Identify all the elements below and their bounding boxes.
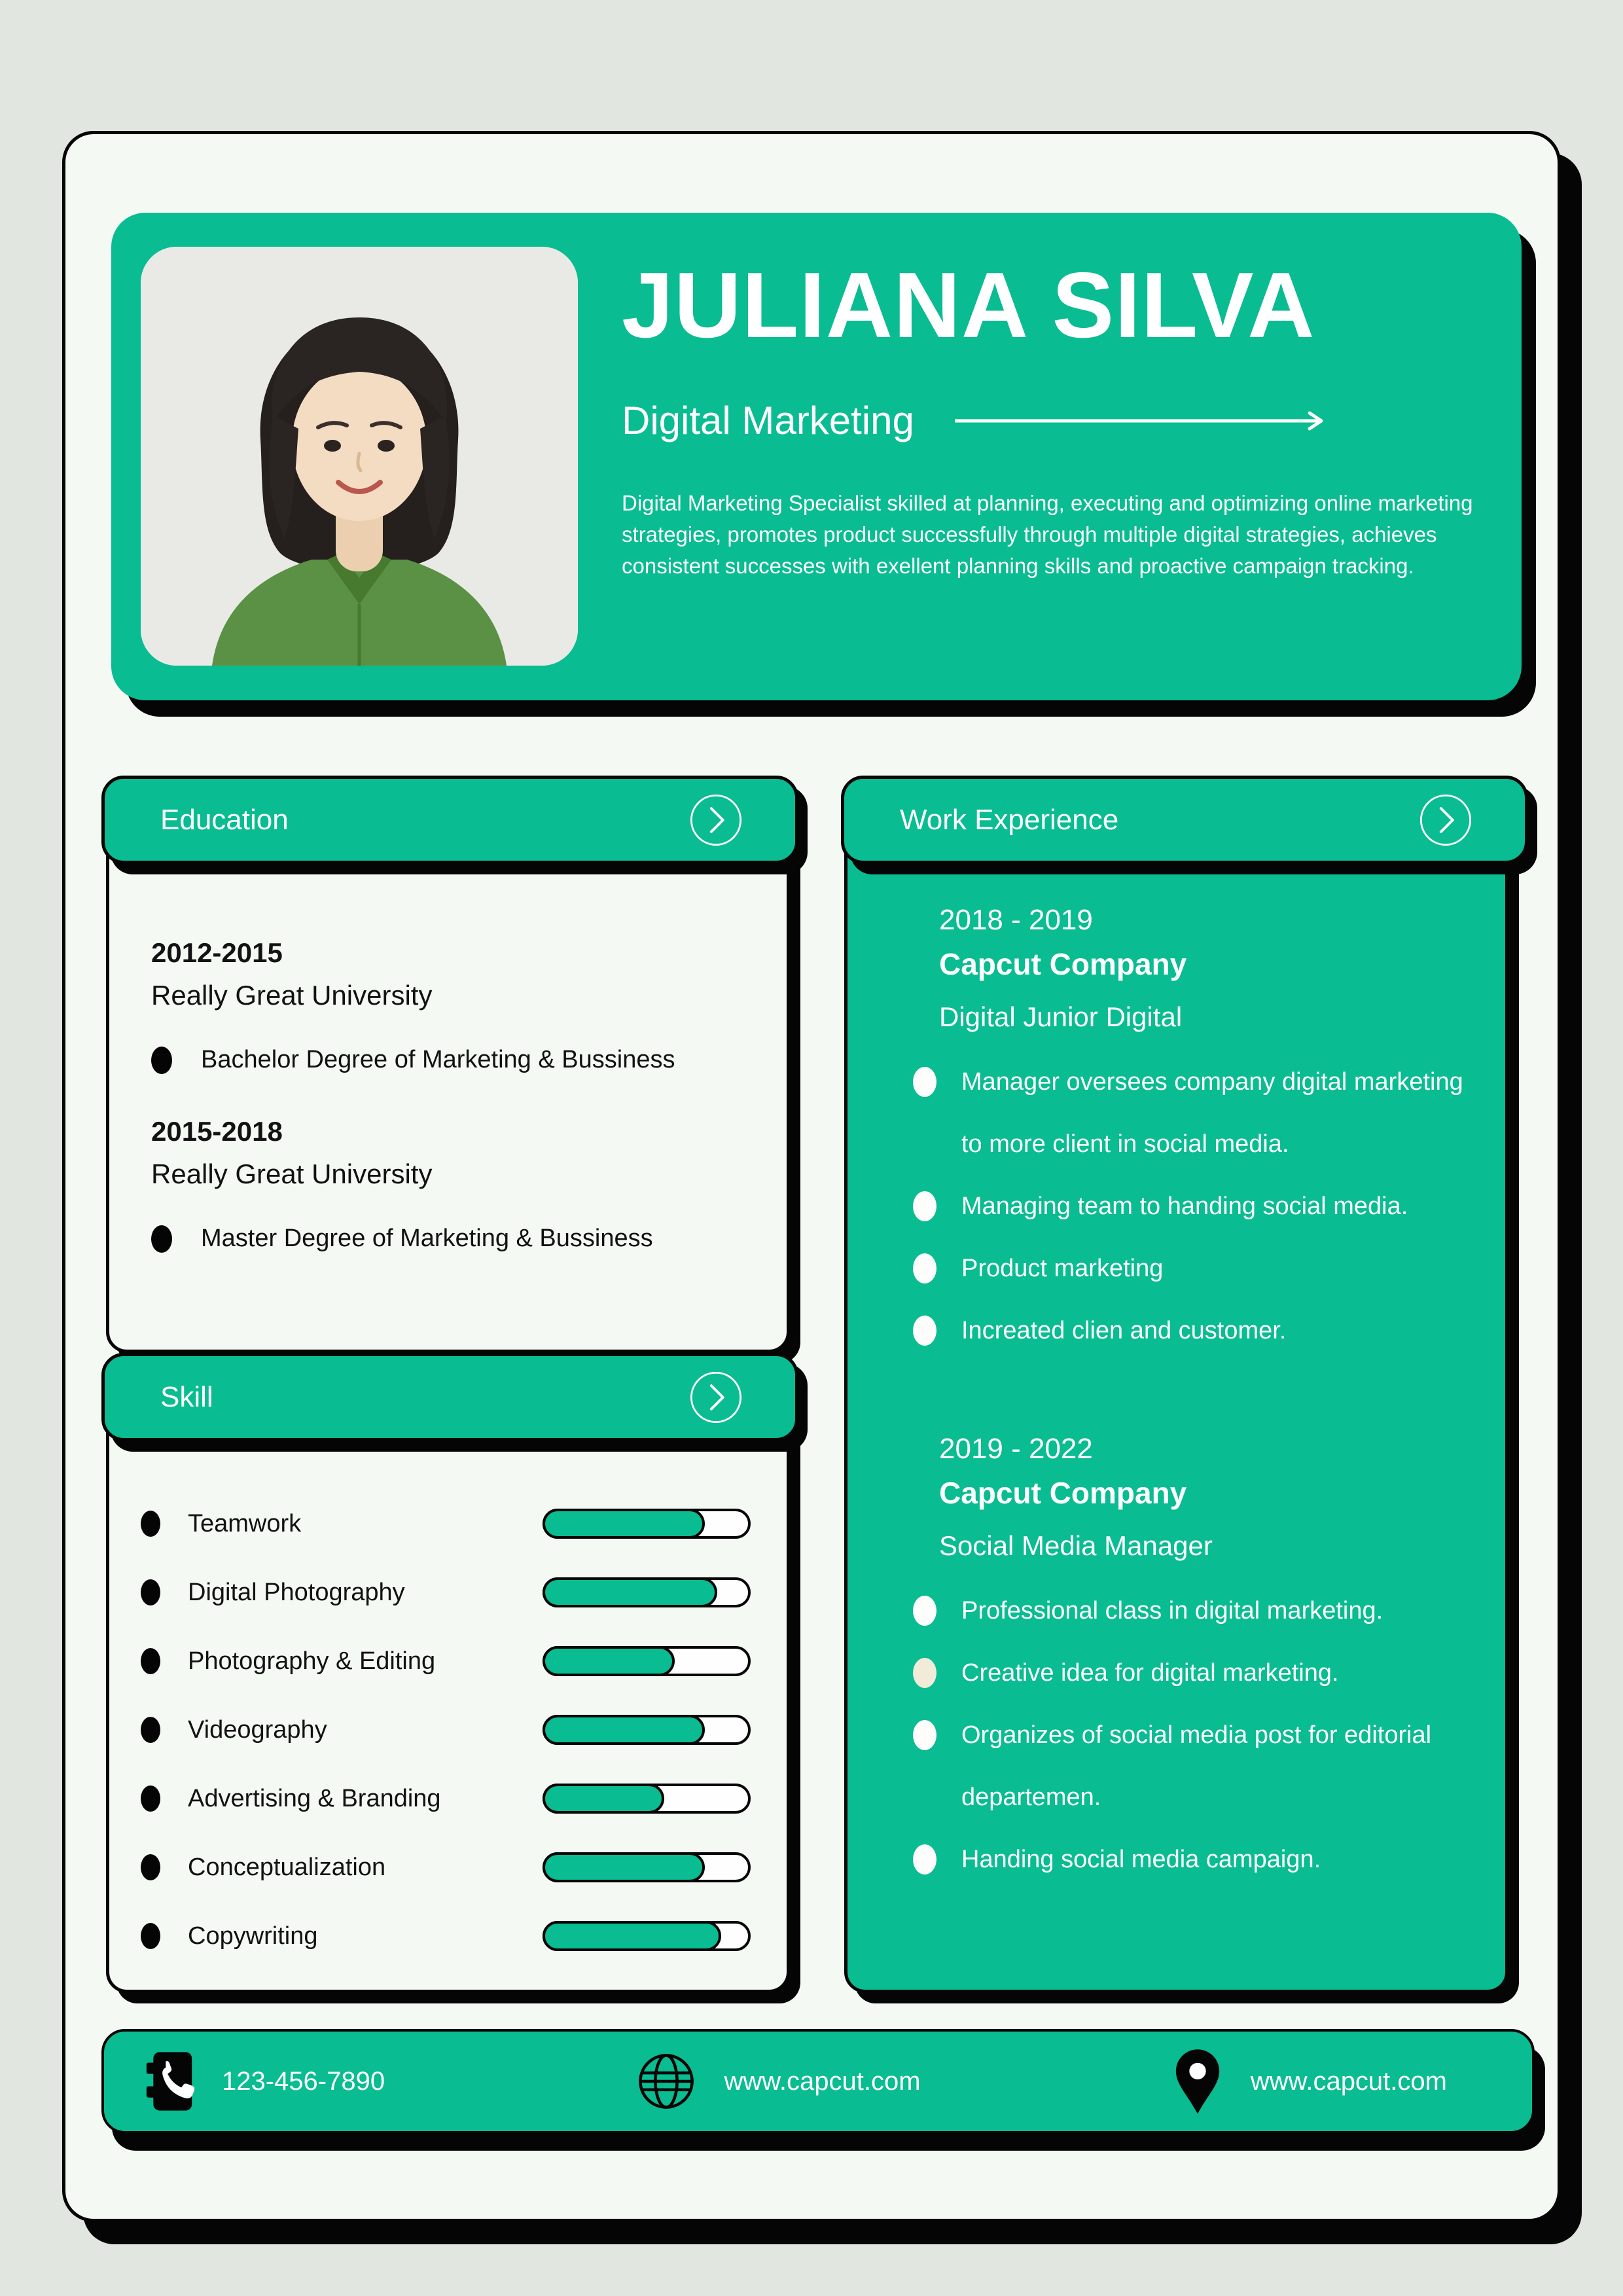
- bullet-dot: [913, 1067, 936, 1097]
- education-card: [106, 820, 790, 1353]
- website-contact: [636, 2051, 920, 2111]
- job-bullet: [913, 1300, 1469, 1362]
- job-bullet: [913, 1051, 1469, 1175]
- bullet-text: Organizes of social media post for editorial departemen.: [961, 1721, 1432, 1811]
- phone-icon: [145, 2050, 194, 2113]
- profile-photo: [141, 247, 578, 666]
- globe-icon: [636, 2051, 696, 2111]
- job-bullet: [913, 1829, 1469, 1891]
- skill-progress-bar: [543, 1921, 751, 1951]
- bullet-dot: [151, 1225, 172, 1253]
- skill-label: Digital Photography: [188, 1578, 405, 1606]
- job-bullet: [913, 1642, 1469, 1704]
- education-degree-row: [151, 1220, 747, 1257]
- skill-label: Advertising & Branding: [188, 1784, 441, 1812]
- portrait-illustration: [141, 247, 578, 666]
- bullet-dot: [141, 1785, 160, 1812]
- job-role: Social Media Manager: [939, 1530, 1213, 1561]
- chevron-circle-icon: [1418, 792, 1474, 848]
- bullet-dot: [913, 1253, 936, 1283]
- skill-progress-fill: [543, 1715, 705, 1745]
- bullet-dot: [141, 1579, 160, 1605]
- job-bullet: [913, 1175, 1469, 1238]
- job-role: Digital Junior Digital: [939, 1001, 1183, 1032]
- skill-label: Conceptualization: [188, 1853, 386, 1881]
- bullet-dot: [913, 1658, 936, 1688]
- skill-progress-bar: [543, 1577, 751, 1607]
- phone-number: 123-456-7890: [222, 2066, 385, 2096]
- bullet-text: Product marketing: [961, 1255, 1164, 1282]
- role-subtitle: Digital Marketing: [622, 399, 914, 443]
- job-period: 2019 - 2022: [939, 1433, 1093, 1465]
- location-contact: [1172, 2047, 1447, 2115]
- skill-progress-bar: [543, 1646, 751, 1676]
- resume-sheet: [62, 131, 1561, 2222]
- skill-progress-bar: [543, 1715, 751, 1745]
- job-bullet: [913, 1238, 1469, 1300]
- education-title: Education: [160, 803, 289, 836]
- skill-card: [106, 1397, 790, 1993]
- bullet-text: Professional class in digital marketing.: [961, 1597, 1383, 1624]
- education-degree: Bachelor Degree of Marketing & Bussiness: [201, 1046, 675, 1074]
- job-entry: [847, 899, 1469, 1362]
- bullet-dot: [141, 1717, 160, 1743]
- bullet-dot: [141, 1923, 160, 1949]
- job-bullet: [913, 1704, 1469, 1829]
- hero-text-block: [622, 252, 1479, 582]
- bullet-text: Increated clien and customer.: [961, 1317, 1287, 1344]
- job-period: 2018 - 2019: [939, 904, 1093, 936]
- skill-progress-bar: [543, 1852, 751, 1882]
- education-degree-row: [151, 1041, 747, 1079]
- profile-summary: Digital Marketing Specialist skilled at planning, executing and optimizing online marketing strategies, promotes product successfully through multiple digital strategies, achieves consistent successes with exellent planning skills and proactive campaign tracking.: [622, 491, 1473, 578]
- bullet-dot: [913, 1720, 936, 1750]
- job-entry: [847, 1427, 1469, 1891]
- skill-label: Copywriting: [188, 1922, 318, 1950]
- skill-row: [141, 1646, 751, 1676]
- bullet-dot: [913, 1596, 936, 1626]
- location-pin-icon: [1172, 2047, 1223, 2115]
- bullet-dot: [913, 1316, 936, 1346]
- job-bullet-list: [913, 1051, 1469, 1362]
- skill-row: [141, 1784, 751, 1814]
- header-card: [111, 213, 1522, 700]
- job-bullet: [913, 1580, 1469, 1642]
- education-period: 2012-2015: [151, 937, 283, 968]
- education-section-header: [101, 776, 798, 864]
- education-entry: [151, 931, 747, 1079]
- name-heading: JULIANA SILVA: [622, 253, 1315, 357]
- bullet-text: Handing social media campaign.: [961, 1846, 1321, 1873]
- skill-row: [141, 1577, 751, 1607]
- skill-progress-fill: [543, 1646, 675, 1676]
- bullet-text: Creative idea for digital marketing.: [961, 1659, 1339, 1687]
- job-company: Capcut Company: [939, 947, 1187, 981]
- education-degree: Master Degree of Marketing & Bussiness: [201, 1225, 653, 1253]
- skill-row: [141, 1509, 751, 1539]
- skill-label: Photography & Editing: [188, 1647, 436, 1675]
- job-bullet-list: [913, 1580, 1469, 1891]
- bullet-text: Manager oversees company digital marketing to more client in social media.: [961, 1068, 1463, 1158]
- work-experience-title: Work Experience: [900, 803, 1119, 836]
- skill-progress-fill: [543, 1509, 705, 1539]
- skill-progress-bar: [543, 1509, 751, 1539]
- location-text: www.capcut.com: [1250, 2066, 1447, 2096]
- work-experience-section-header: [841, 776, 1528, 864]
- bullet-dot: [151, 1047, 172, 1074]
- bullet-dot: [141, 1648, 160, 1674]
- chevron-circle-icon: [688, 1369, 744, 1426]
- skill-section-header: [101, 1353, 798, 1441]
- skill-label: Teamwork: [188, 1509, 302, 1537]
- job-company: Capcut Company: [939, 1476, 1187, 1510]
- bullet-text: Managing team to handing social media.: [961, 1193, 1408, 1220]
- website-url: www.capcut.com: [724, 2066, 921, 2096]
- education-school: Really Great University: [151, 980, 433, 1011]
- skill-progress-bar: [543, 1784, 751, 1814]
- bullet-dot: [913, 1191, 936, 1221]
- education-entry: [151, 1110, 747, 1257]
- bullet-dot: [141, 1511, 160, 1537]
- bullet-dot: [913, 1844, 936, 1874]
- skill-progress-fill: [543, 1784, 664, 1814]
- work-experience-card: [844, 820, 1508, 1993]
- arrow-right-icon: [954, 408, 1333, 434]
- skill-progress-fill: [543, 1921, 721, 1951]
- skill-label: Videography: [188, 1715, 327, 1744]
- footer-bar: [101, 2029, 1535, 2134]
- phone-contact: [145, 2050, 385, 2113]
- skill-progress-fill: [543, 1577, 717, 1607]
- skill-row: [141, 1852, 751, 1882]
- bullet-dot: [141, 1854, 160, 1880]
- education-school: Really Great University: [151, 1158, 433, 1190]
- chevron-circle-icon: [688, 792, 744, 848]
- role-row: [622, 398, 1479, 443]
- education-period: 2015-2018: [151, 1116, 283, 1147]
- skill-progress-fill: [543, 1852, 705, 1882]
- skill-title: Skill: [160, 1380, 213, 1413]
- skill-row: [141, 1921, 751, 1951]
- skill-row: [141, 1715, 751, 1745]
